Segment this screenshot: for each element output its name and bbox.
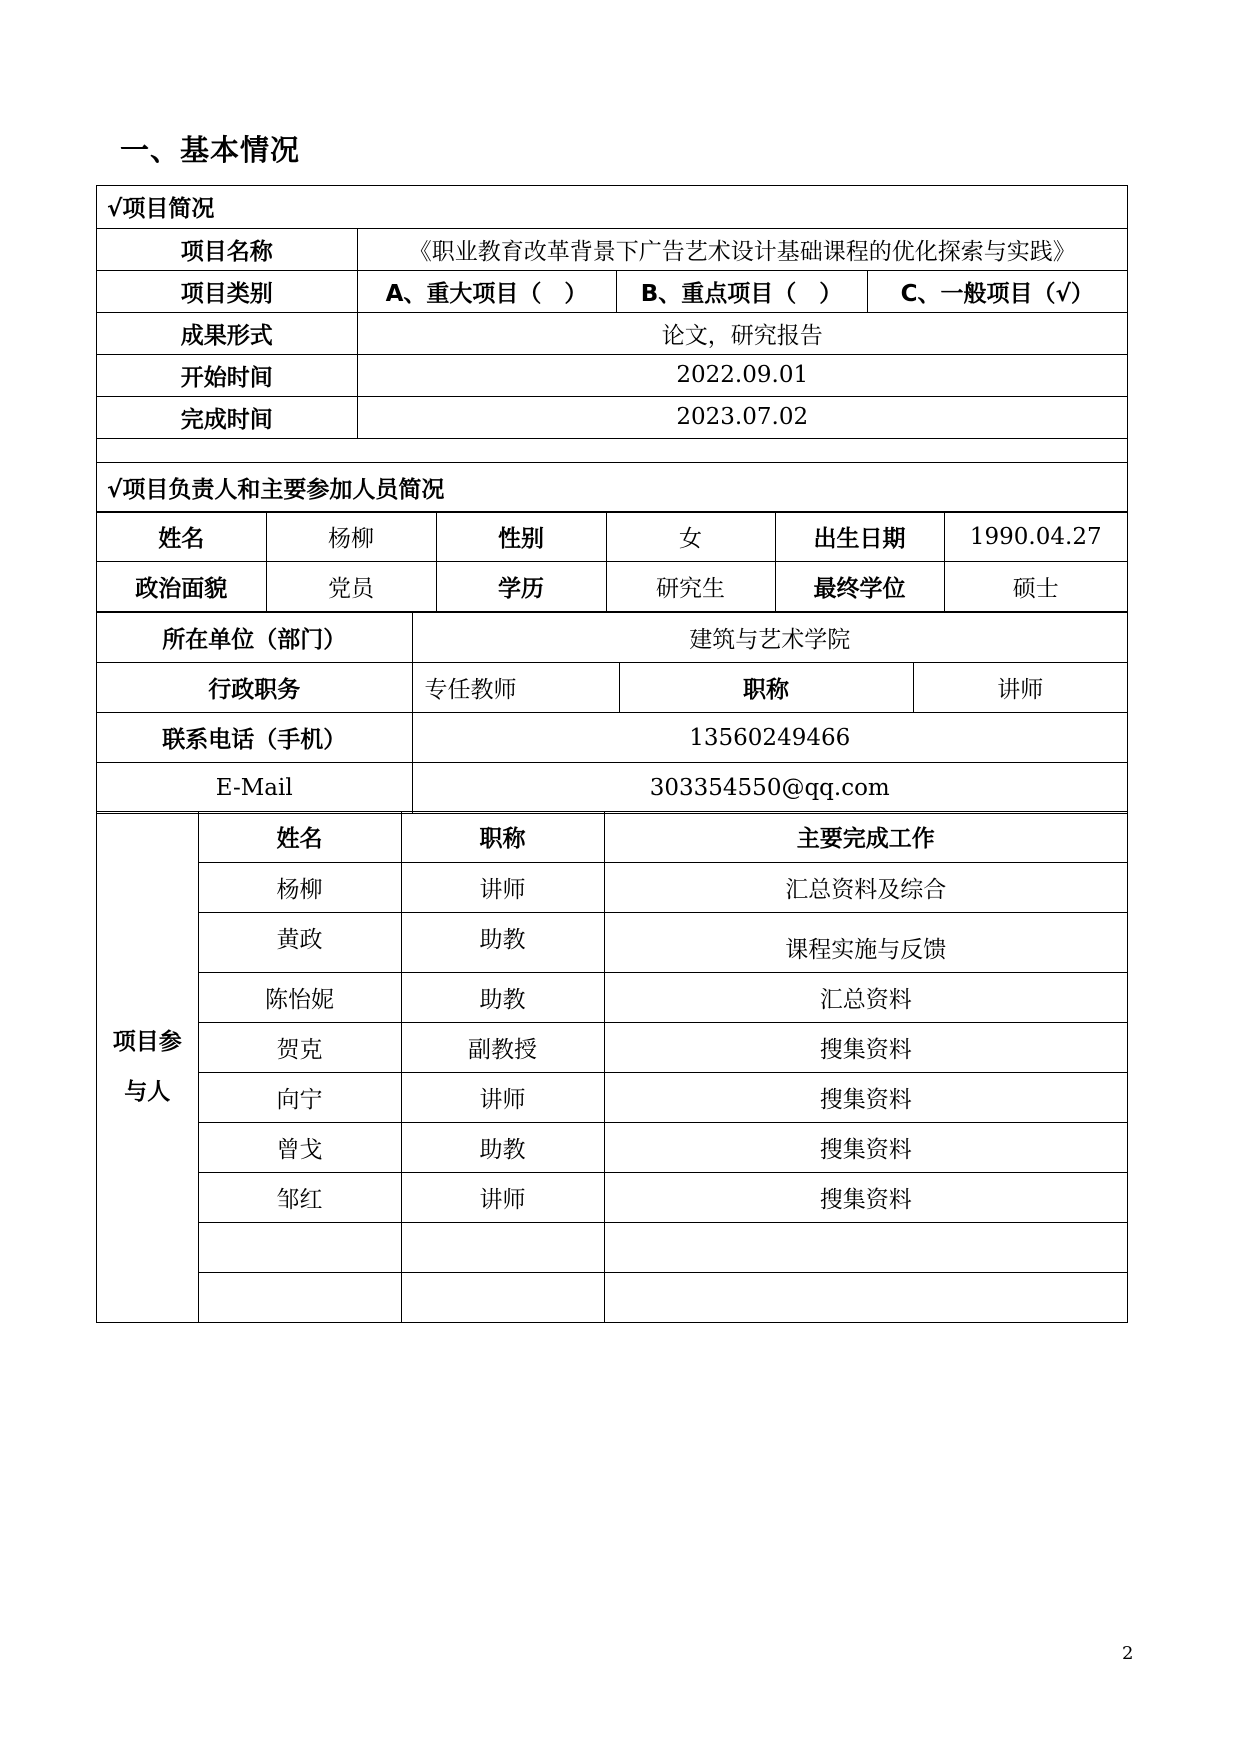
participant-name: 陈怡妮 bbox=[198, 972, 401, 1022]
table-row bbox=[97, 862, 1127, 912]
table-row bbox=[97, 1272, 1127, 1322]
result-form-value: 论文，研究报告 bbox=[357, 312, 1127, 354]
leader-name-value: 杨柳 bbox=[266, 512, 436, 562]
participant-title: 助教 bbox=[401, 1122, 604, 1172]
leader-name-label: 姓名 bbox=[97, 512, 266, 562]
participant-work: 搜集资料 bbox=[604, 1072, 1127, 1122]
gender-value: 女 bbox=[606, 512, 775, 562]
table-row bbox=[97, 912, 1127, 972]
email-label: E-Mail bbox=[97, 763, 412, 813]
category-key: B、重点项目（ ） bbox=[616, 270, 867, 312]
result-form-label: 成果形式 bbox=[97, 312, 357, 354]
section-title-personnel: √项目负责人和主要参加人员简况 bbox=[97, 462, 1127, 512]
participant-title: 讲师 bbox=[401, 862, 604, 912]
end-time-label: 完成时间 bbox=[97, 396, 357, 438]
leader-info-table bbox=[96, 511, 1128, 814]
participants-side-label bbox=[97, 812, 198, 1322]
politics-label: 政治面貌 bbox=[97, 562, 266, 612]
participant-work: 课程实施与反馈 bbox=[604, 912, 1127, 972]
participant-title: 副教授 bbox=[401, 1022, 604, 1072]
participant-work bbox=[604, 1222, 1127, 1272]
participant-work: 汇总资料 bbox=[604, 972, 1127, 1022]
page-number: 2 bbox=[1122, 1643, 1134, 1664]
end-time-value: 2023.07.02 bbox=[357, 396, 1127, 438]
participant-work: 搜集资料 bbox=[604, 1122, 1127, 1172]
participant-title bbox=[401, 1222, 604, 1272]
participant-name: 曾戈 bbox=[198, 1122, 401, 1172]
participant-title: 讲师 bbox=[401, 1172, 604, 1222]
spacer-row bbox=[97, 438, 1127, 462]
title-label: 职称 bbox=[619, 663, 913, 713]
phone-value: 13560249466 bbox=[412, 713, 1127, 763]
post-value: 专任教师 bbox=[412, 663, 619, 713]
header-work: 主要完成工作 bbox=[604, 812, 1127, 862]
table-row bbox=[97, 1122, 1127, 1172]
header-name: 姓名 bbox=[198, 812, 401, 862]
birth-label: 出生日期 bbox=[775, 512, 944, 562]
participants-table bbox=[96, 811, 1128, 1323]
title-value: 讲师 bbox=[913, 663, 1127, 713]
participant-work: 搜集资料 bbox=[604, 1022, 1127, 1072]
header-title: 职称 bbox=[401, 812, 604, 862]
degree-label: 最终学位 bbox=[775, 562, 944, 612]
participant-name: 向宁 bbox=[198, 1072, 401, 1122]
participant-name: 杨柳 bbox=[198, 862, 401, 912]
table-row bbox=[97, 1072, 1127, 1122]
start-time-label: 开始时间 bbox=[97, 354, 357, 396]
project-name-value: 《职业教育改革背景下广告艺术设计基础课程的优化探索与实践》 bbox=[357, 228, 1127, 270]
category-general: C、一般项目（√） bbox=[867, 270, 1127, 312]
participant-work: 汇总资料及综合 bbox=[604, 862, 1127, 912]
education-label: 学历 bbox=[436, 562, 606, 612]
participant-work: 搜集资料 bbox=[604, 1172, 1127, 1222]
project-name-label: 项目名称 bbox=[97, 228, 357, 270]
section-title-overview: √项目简况 bbox=[97, 186, 1127, 228]
participant-title bbox=[401, 1272, 604, 1322]
participant-title: 助教 bbox=[401, 972, 604, 1022]
birth-value: 1990.04.27 bbox=[944, 512, 1127, 562]
email-value: 303354550@qq.com bbox=[412, 763, 1127, 813]
side-label-line-1: 项目参 bbox=[112, 1029, 182, 1055]
phone-label: 联系电话（手机） bbox=[97, 713, 412, 763]
side-label-line-2: 与人 bbox=[124, 1079, 171, 1105]
project-category-label: 项目类别 bbox=[97, 270, 357, 312]
participant-title: 讲师 bbox=[401, 1072, 604, 1122]
start-time-value: 2022.09.01 bbox=[357, 354, 1127, 396]
project-overview-table bbox=[96, 185, 1128, 513]
post-label: 行政职务 bbox=[97, 663, 412, 713]
gender-label: 性别 bbox=[436, 512, 606, 562]
education-value: 研究生 bbox=[606, 562, 775, 612]
degree-value: 硕士 bbox=[944, 562, 1127, 612]
participant-work bbox=[604, 1272, 1127, 1322]
politics-value: 党员 bbox=[266, 562, 436, 612]
participant-name bbox=[198, 1272, 401, 1322]
table-row bbox=[97, 1172, 1127, 1222]
participant-name bbox=[198, 1222, 401, 1272]
participant-name: 黄政 bbox=[198, 912, 401, 972]
participant-title: 助教 bbox=[401, 912, 604, 972]
participant-name: 贺克 bbox=[198, 1022, 401, 1072]
unit-label: 所在单位（部门） bbox=[97, 613, 412, 663]
table-row bbox=[97, 1022, 1127, 1072]
table-row bbox=[97, 972, 1127, 1022]
table-row bbox=[97, 1222, 1127, 1272]
participant-name: 邹红 bbox=[198, 1172, 401, 1222]
unit-value: 建筑与艺术学院 bbox=[412, 613, 1127, 663]
category-major: A、重大项目（ ） bbox=[357, 270, 616, 312]
section-heading: 一、基本情况 bbox=[120, 133, 301, 167]
